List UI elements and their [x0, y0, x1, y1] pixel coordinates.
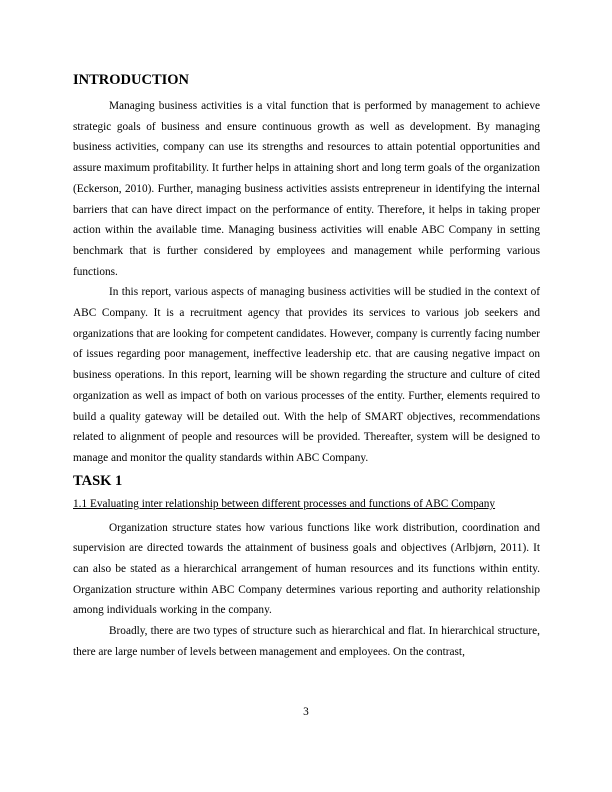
task1-paragraph-1: Organization structure states how various functions like work distribution, coordination and supervision are directed towards the attainment of business goals and objectives (Arlbjørn, 2011). It can also be stated as a hierarchical arrangement of human resources and its functions within entity. Organization structure within ABC Company determines various reporting and authority relationship among individuals working in the company. [73, 521, 540, 617]
introduction-paragraph-2: In this report, various aspects of managing business activities will be studied in the context of ABC Company. It is a recruitment agency that provides its services to various job seekers and organizations that are looking for competent candidates. However, company is currently facing number of issues regarding poor management, ineffective leadership etc. that are causing negative impact on business operations. In this report, learning will be shown regarding the structure and culture of cited organization as well as impact of both on various processes of the entity. Further, elements required to build a quality gateway will be detailed out. With the help of SMART objectives, recommendations related to alignment of people and resources will be provided. Thereafter, system will be designed to manage and monitor the quality standards within ABC Company. [73, 286, 540, 464]
task1-heading: TASK 1 [73, 472, 123, 489]
page-number: 3 [303, 706, 309, 718]
task1-paragraph-2: Broadly, there are two types of structure such as hierarchical and flat. In hierarchical structure, there are large number of levels between management and employees. On the contrast, [73, 625, 540, 658]
introduction-paragraph-1: Managing business activities is a vital function that is performed by management to achieve strategic goals of business and ensure continuous growth as well as development. By managing business activities, company can use its strengths and resources to attain potential opportunities and assure maximum profitability. It further helps in attaining short and long term goals of the organization (Eckerson, 2010). Further, managing business activities assists entrepreneur in identifying the internal barriers that can have direct impact on the performance of entity. Therefore, it helps in taking proper action within the available time. Managing business activities will enable ABC Company in setting benchmark that is further considered by employees and management while performing various functions. [73, 100, 540, 278]
introduction-heading: INTRODUCTION [73, 72, 190, 88]
document-page [73, 70, 540, 663]
task1-subheading: 1.1 Evaluating inter relationship between different processes and functions of ABC Company [73, 497, 496, 510]
